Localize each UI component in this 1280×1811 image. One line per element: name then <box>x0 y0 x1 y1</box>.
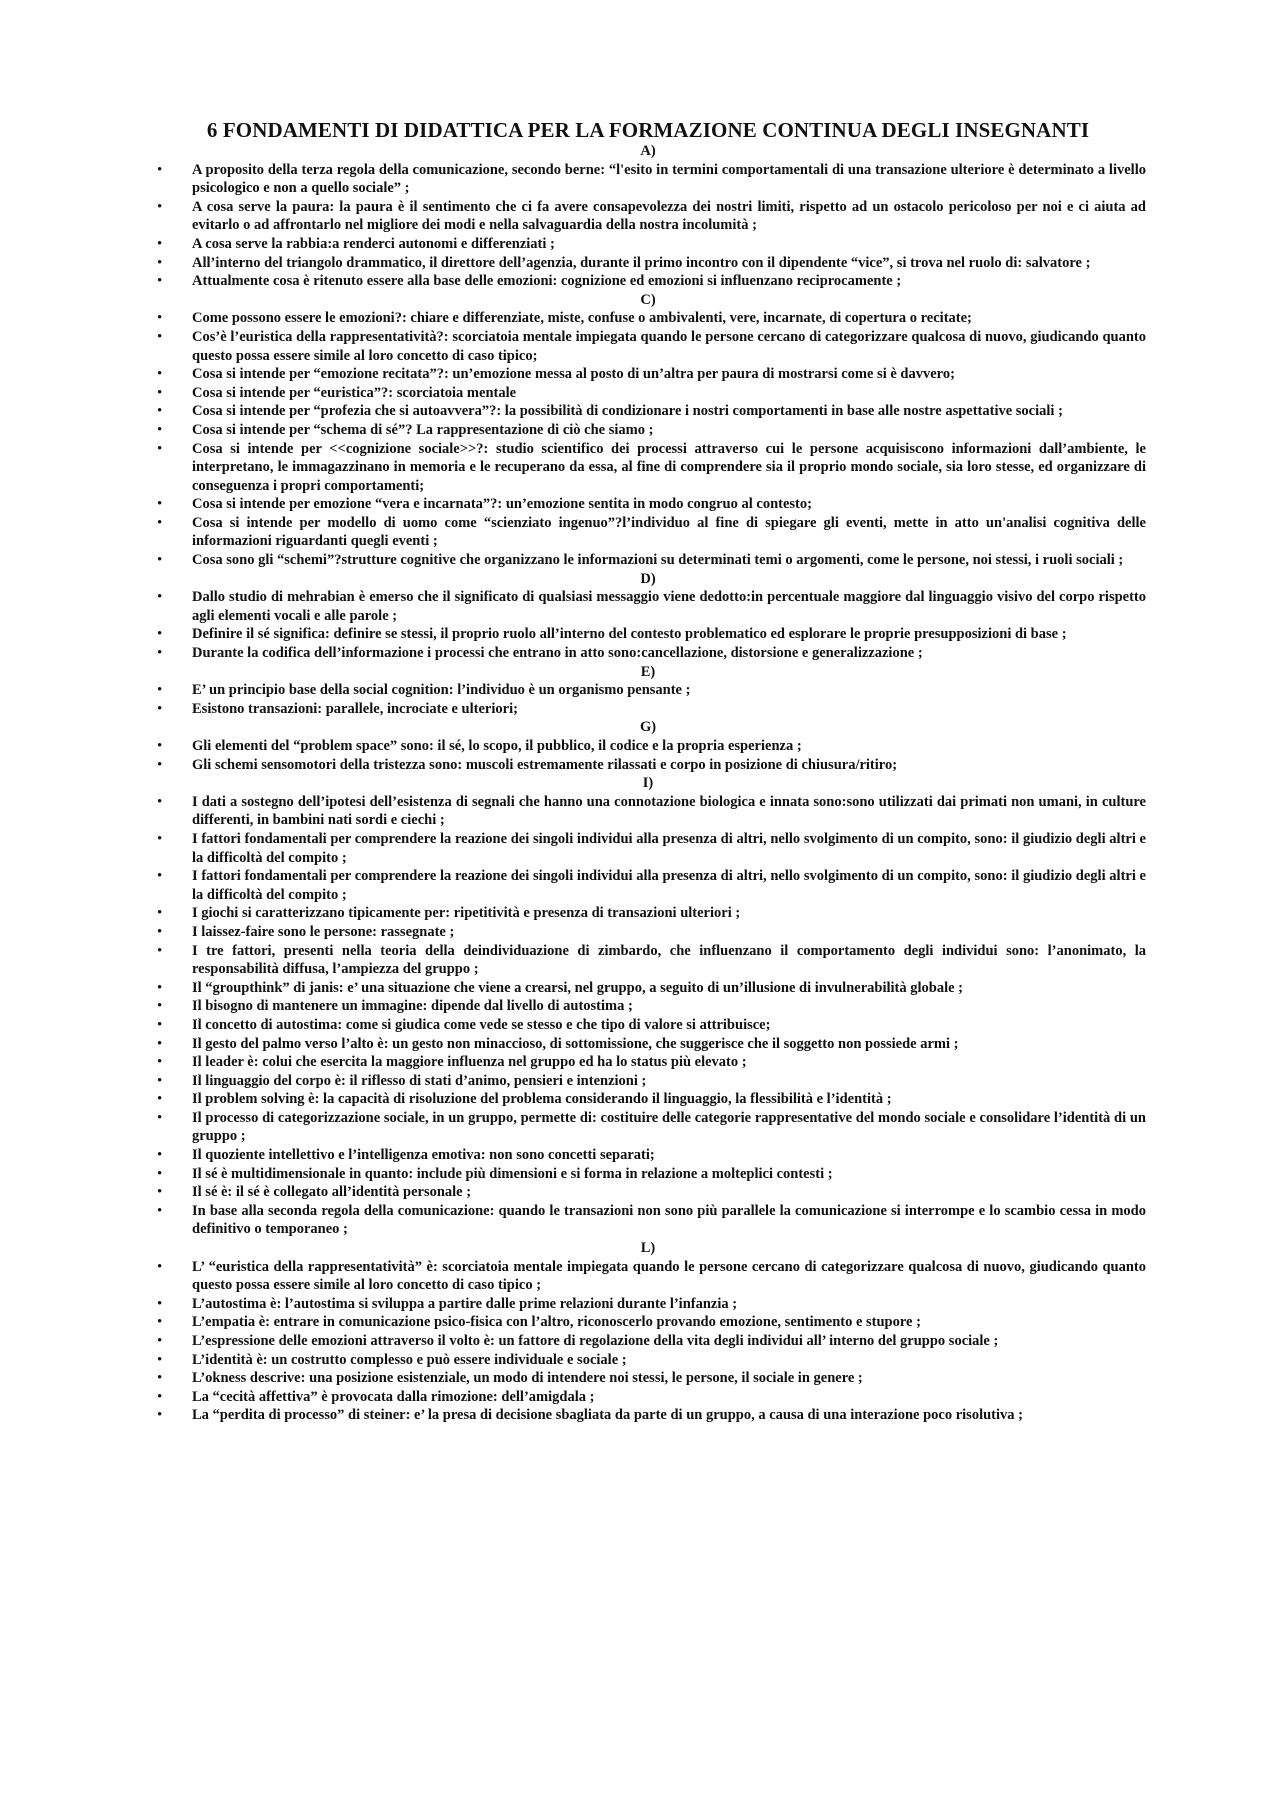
document-page <box>150 118 1146 1425</box>
section <box>150 663 1146 719</box>
list-item: • Gli elementi del “problem space” sono: il sé, lo scopo, il pubblico, il codice e la propria esperienza ; <box>150 737 1146 756</box>
list-item: • Dallo studio di mehrabian è emerso che il significato di qualsiasi messaggio viene dedotto:in percentuale maggiore dal linguaggio visivo del corpo rispetto agli elementi vocali e alle parole ; <box>150 588 1146 625</box>
list-item: • I tre fattori, presenti nella teoria della deindividuazione di zimbardo, che influenzano il comportamento degli individui sono: l’anonimato, la responsabilità diffusa, l’ampiezza del gruppo ; <box>150 942 1146 979</box>
list-item: • Esistono transazioni: parallele, incrociate e ulteriori; <box>150 700 1146 719</box>
section <box>150 1239 1146 1425</box>
list-item: • Definire il sé significa: definire se stessi, il proprio ruolo all’interno del contesto problematico ed esplorare le proprie presupposizioni di base ; <box>150 625 1146 644</box>
list-item: • Cos’è l’euristica della rappresentatività?: scorciatoia mentale impiegata quando le persone cercano di categorizzare qualcosa di nuovo, giudicando quanto questo possa essere simile al loro concetto di caso tipico; <box>150 328 1146 365</box>
list-item: • Cosa si intende per modello di uomo come “scienziato ingenuo”?l’individuo al fine di spiegare gli eventi, mette in atto un'analisi cognitiva delle informazioni riguardanti quegli eventi ; <box>150 514 1146 551</box>
question-list <box>150 793 1146 1239</box>
section <box>150 774 1146 1239</box>
list-item: • I laissez-faire sono le persone: rassegnate ; <box>150 923 1146 942</box>
document-title: 6 FONDAMENTI DI DIDATTICA PER LA FORMAZIONE CONTINUA DEGLI INSEGNANTI <box>206 118 1090 142</box>
list-item: • Cosa si intende per “profezia che si autoavvera”?: la possibilità di condizionare i nostri comportamenti in base alle nostre aspettative sociali ; <box>150 402 1146 421</box>
list-item: • Il bisogno di mantenere un immagine: dipende dal livello di autostima ; <box>150 997 1146 1016</box>
section-letter: L) <box>640 1240 656 1257</box>
list-item: • Il processo di categorizzazione sociale, in un gruppo, permette di: costituire delle categorie rappresentative del mondo sociale e consolidare l’identità di un gruppo ; <box>150 1109 1146 1146</box>
list-item: • Il linguaggio del corpo è: il riflesso di stati d’animo, pensieri e intenzioni ; <box>150 1072 1146 1091</box>
section-letter: C) <box>640 291 656 308</box>
section-letter: D) <box>640 570 656 587</box>
list-item: • I fattori fondamentali per comprendere la reazione dei singoli individui alla presenza di altri, nello svolgimento di un compito, sono: il giudizio degli altri e la difficoltà del compito ; <box>150 867 1146 904</box>
list-item: • L’identità è: un costrutto complesso e può essere individuale e sociale ; <box>150 1351 1146 1370</box>
list-item: • All’interno del triangolo drammatico, il direttore dell’agenzia, durante il primo incontro con il dipendente “vice”, si trova nel ruolo di: salvatore ; <box>150 254 1146 273</box>
section-letter: A) <box>640 143 656 159</box>
list-item: • La “perdita di processo” di steiner: e’ la presa di decisione sbagliata da parte di un gruppo, a causa di una interazione poco risolutiva ; <box>150 1406 1146 1425</box>
section <box>150 291 1146 570</box>
question-list <box>150 737 1146 774</box>
section-letter: E) <box>640 663 656 680</box>
list-item: • Il leader è: colui che esercita la maggiore influenza nel gruppo ed ha lo status più elevato ; <box>150 1053 1146 1072</box>
list-item: • Il sé è multidimensionale in quanto: include più dimensioni e si forma in relazione a molteplici contesti ; <box>150 1165 1146 1184</box>
list-item: • I giochi si caratterizzano tipicamente per: ripetitività e presenza di transazioni ulteriori ; <box>150 904 1146 923</box>
list-item: • A cosa serve la paura: la paura è il sentimento che ci fa avere consapevolezza dei nostri limiti, rispetto ad un ostacolo pericoloso per noi e ci aiuta ad evitarlo o ad affrontarlo nel migliore dei modi e nella salvaguardia della nostra incolumità ; <box>150 198 1146 235</box>
list-item: • A proposito della terza regola della comunicazione, secondo berne: “l'esito in termini comportamentali di una transazione ulteriore è determinato a livello psicologico e non a quello sociale” ; <box>150 161 1146 198</box>
section <box>150 718 1146 774</box>
list-item: • Durante la codifica dell’informazione i processi che entrano in atto sono:cancellazione, distorsione e generalizzazione ; <box>150 644 1146 663</box>
list-item: • L’ “euristica della rappresentatività” è: scorciatoia mentale impiegata quando le persone cercano di categorizzare qualcosa di nuovo, giudicando quanto questo possa essere simile al loro concetto di caso tipico ; <box>150 1258 1146 1295</box>
list-item: • In base alla seconda regola della comunicazione: quando le transazioni non sono più parallele la comunicazione si interrompe e lo scambio cessa in modo definitivo o temporaneo ; <box>150 1202 1146 1239</box>
list-item: • Cosa si intende per <<cognizione sociale>>?: studio scientifico dei processi attraverso cui le persone acquisiscono informazioni dall’ambiente, le interpretano, le immagazzinano in memoria e le recuperano da essa, al fine di comprendere sia il proprio mondo sociale, sia loro stesse, ed organizzare di conseguenza i propri comportamenti; <box>150 440 1146 496</box>
list-item: • L’espressione delle emozioni attraverso il volto è: un fattore di regolazione della vita degli individui all’ interno del gruppo sociale ; <box>150 1332 1146 1351</box>
list-item: • Cosa si intende per “schema di sé”? La rappresentazione di ciò che siamo ; <box>150 421 1146 440</box>
list-item: • Gli schemi sensomotori della tristezza sono: muscoli estremamente rilassati e corpo in posizione di chiusura/ritiro; <box>150 756 1146 775</box>
list-item: • Cosa sono gli “schemi”?strutture cognitive che organizzano le informazioni su determinati temi o argomenti, come le persone, noi stessi, i ruoli sociali ; <box>150 551 1146 570</box>
list-item: • Cosa si intende per “emozione recitata”?: un’emozione messa al posto di un’altra per paura di mostrarsi come si è davvero; <box>150 365 1146 384</box>
list-item: • A cosa serve la rabbia:a renderci autonomi e differenziati ; <box>150 235 1146 254</box>
section <box>150 570 1146 663</box>
list-item: • Il problem solving è: la capacità di risoluzione del problema considerando il linguaggio, la flessibilità e l’identità ; <box>150 1090 1146 1109</box>
section-letter: I) <box>642 775 654 792</box>
list-item: • Il concetto di autostima: come si giudica come vede se stesso e che tipo di valore si attribuisce; <box>150 1016 1146 1035</box>
question-list <box>150 161 1146 291</box>
list-item: • L’autostima è: l’autostima si sviluppa a partire dalle prime relazioni durante l’infanzia ; <box>150 1295 1146 1314</box>
list-item: • I fattori fondamentali per comprendere la reazione dei singoli individui alla presenza di altri, nello svolgimento di un compito, sono: il giudizio degli altri e la difficoltà del compito ; <box>150 830 1146 867</box>
list-item: • La “cecità affettiva” è provocata dalla rimozione: dell’amigdala ; <box>150 1388 1146 1407</box>
list-item: • Il “groupthink” di janis: e’ una situazione che viene a crearsi, nel gruppo, a seguito di un’illusione di invulnerabilità globale ; <box>150 979 1146 998</box>
list-item: • Cosa si intende per emozione “vera e incarnata”?: un’emozione sentita in modo congruo al contesto; <box>150 495 1146 514</box>
list-item: • Attualmente cosa è ritenuto essere alla base delle emozioni: cognizione ed emozioni si influenzano reciprocamente ; <box>150 272 1146 291</box>
list-item: • L’okness descrive: una posizione esistenziale, un modo di intendere noi stessi, le persone, il sociale in genere ; <box>150 1369 1146 1388</box>
list-item: • Il quoziente intellettivo e l’intelligenza emotiva: non sono concetti separati; <box>150 1146 1146 1165</box>
list-item: • E’ un principio base della social cognition: l’individuo è un organismo pensante ; <box>150 681 1146 700</box>
question-list <box>150 1258 1146 1425</box>
question-list <box>150 309 1146 569</box>
section <box>150 142 1146 291</box>
section-letter: G) <box>639 719 657 736</box>
list-item: • Come possono essere le emozioni?: chiare e differenziate, miste, confuse o ambivalenti, vere, incarnate, di copertura o recitate; <box>150 309 1146 328</box>
question-list <box>150 588 1146 662</box>
sections-container <box>150 142 1146 1425</box>
question-list <box>150 681 1146 718</box>
list-item: • I dati a sostegno dell’ipotesi dell’esistenza di segnali che hanno una connotazione biologica e innata sono:sono utilizzati dai primati non umani, in culture differenti, in bambini nati sordi e ciechi ; <box>150 793 1146 830</box>
list-item: • Il sé è: il sé è collegato all’identità personale ; <box>150 1183 1146 1202</box>
list-item: • Il gesto del palmo verso l’alto è: un gesto non minaccioso, di sottomissione, che suggerisce che il soggetto non possiede armi ; <box>150 1035 1146 1054</box>
list-item: • Cosa si intende per “euristica”?: scorciatoia mentale <box>150 384 1146 403</box>
list-item: • L’empatia è: entrare in comunicazione psico-fisica con l’altro, riconoscerlo provando emozione, sentimento e stupore ; <box>150 1313 1146 1332</box>
